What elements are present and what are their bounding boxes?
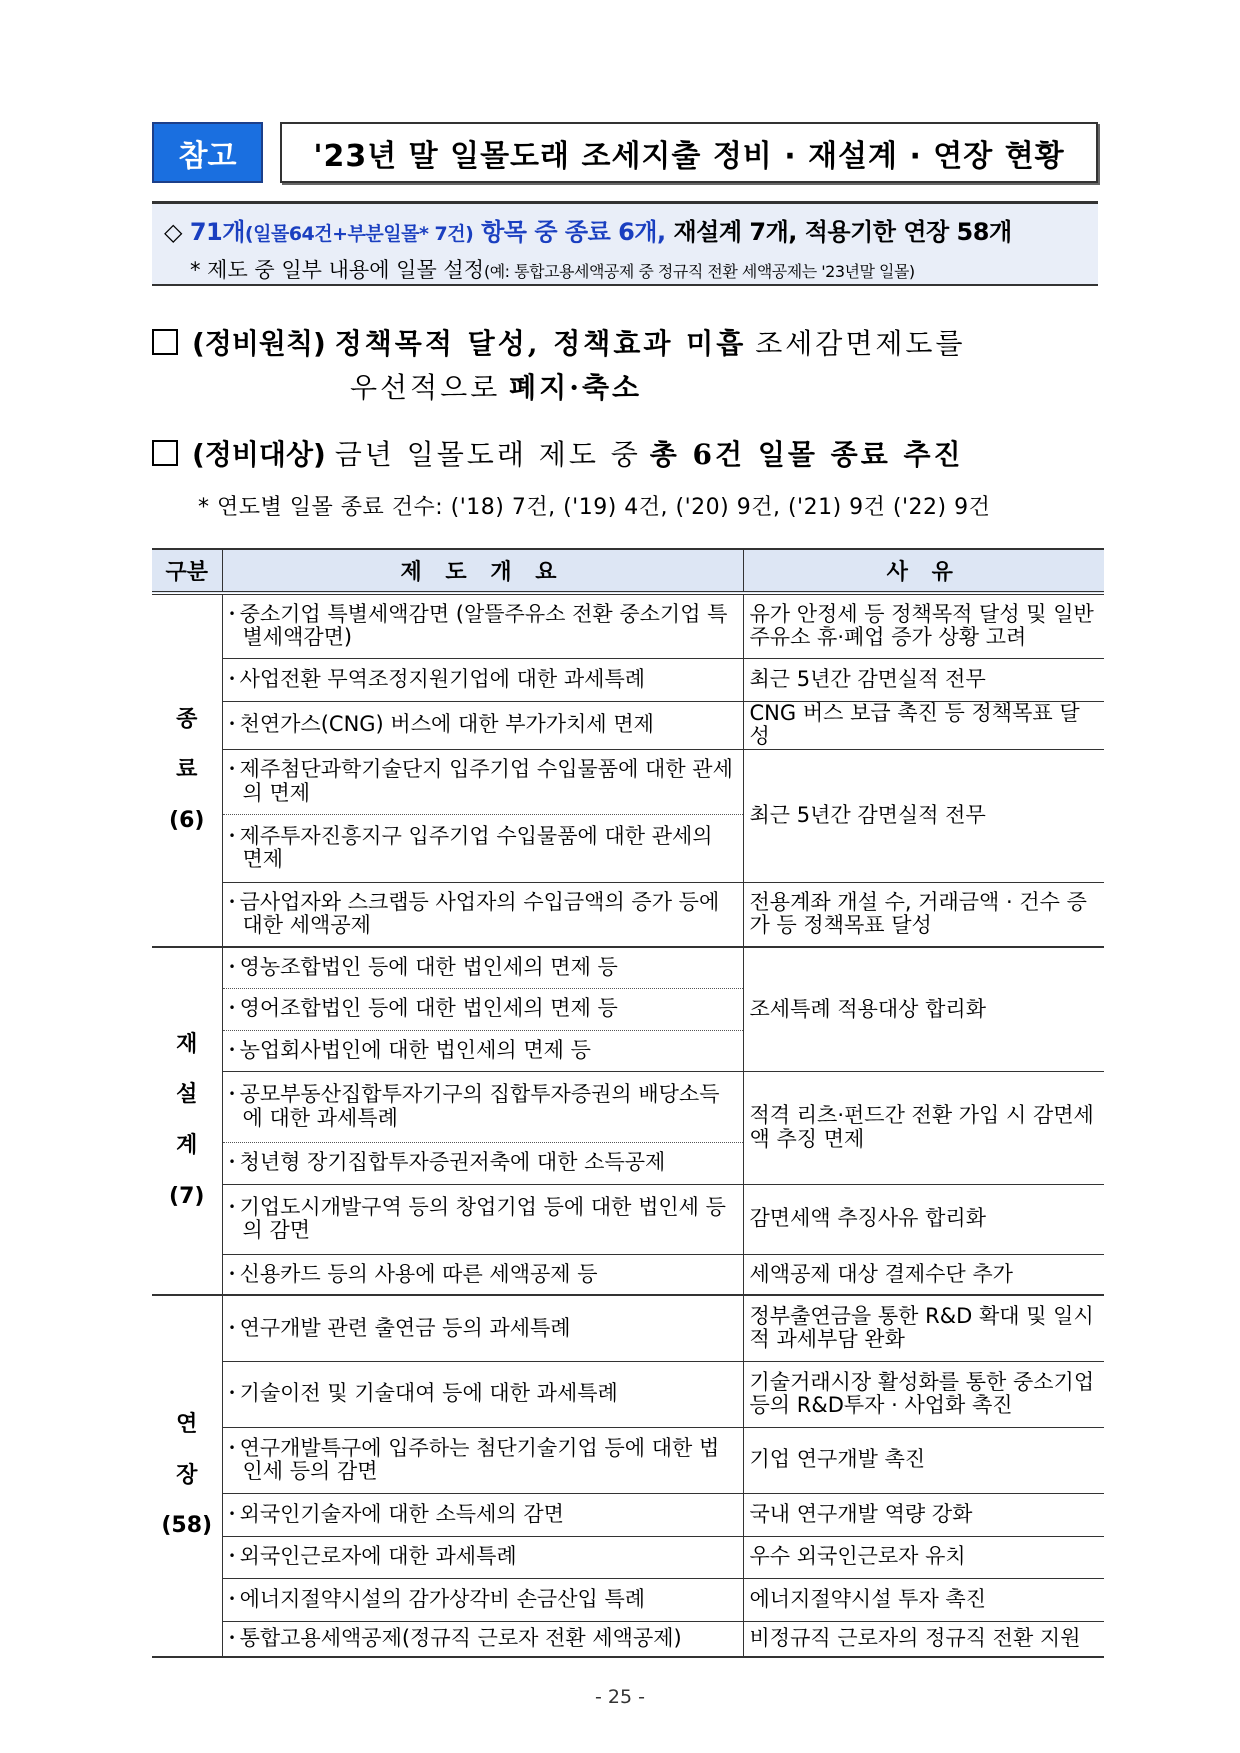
item-cell bbox=[222, 1536, 743, 1578]
item-text: 금사업자와 스크랩등 사업자의 수입금액의 증가 등에 대한 세액공제 bbox=[239, 889, 720, 938]
header-reason: 사 유 bbox=[743, 549, 1104, 593]
bullet-icon: • bbox=[228, 1266, 236, 1281]
reason-cell: 조세특례 적용대상 합리화 bbox=[743, 947, 1104, 1071]
item-text: 에너지절약시설의 감가상각비 손금산입 특례 bbox=[239, 1586, 646, 1611]
reason-cell: 기술거래시장 활성화를 통한 중소기업등의 R&D투자 · 사업화 촉진 bbox=[743, 1361, 1104, 1427]
bullet-icon: • bbox=[228, 1591, 236, 1606]
reason-cell: 최근 5년간 감면실적 전무 bbox=[743, 658, 1104, 701]
summary-line bbox=[164, 212, 1012, 247]
bullet-icon: • bbox=[228, 606, 236, 621]
bullet-icon: • bbox=[228, 894, 236, 909]
item-cell bbox=[222, 749, 743, 814]
item-cell bbox=[222, 1295, 743, 1361]
item-cell bbox=[222, 658, 743, 701]
bullet-icon: • bbox=[228, 1042, 236, 1057]
checkbox-square-icon bbox=[152, 329, 178, 355]
item-text: 통합고용세액공제(정규직 근로자 전환 세액공제) bbox=[239, 1626, 682, 1651]
table-row bbox=[152, 1578, 1104, 1621]
item-text: 연구개발특구에 입주하는 첨단기술기업 등에 대한 법인세 등의 감면 bbox=[239, 1435, 720, 1484]
category-label: (6) bbox=[169, 807, 205, 833]
reason-cell: 비정규직 근로자의 정규직 전환 지원 bbox=[743, 1621, 1104, 1657]
category-label: (58) bbox=[161, 1513, 213, 1539]
table-row bbox=[152, 1361, 1104, 1427]
summary-box bbox=[152, 201, 1098, 286]
reason-cell: 감면세액 추징사유 합리화 bbox=[743, 1184, 1104, 1254]
bullet-icon: • bbox=[228, 1087, 236, 1102]
category-label: 장 bbox=[176, 1462, 198, 1488]
item-text: 영어조합법인 등에 대한 법인세의 면제 등 bbox=[239, 996, 618, 1021]
summary-note bbox=[190, 254, 915, 284]
item-text: 기술이전 및 기술대여 등에 대한 과세특례 bbox=[239, 1381, 618, 1406]
target-bullet bbox=[152, 433, 964, 473]
sunset-table bbox=[152, 548, 1104, 1658]
item-cell bbox=[222, 701, 743, 749]
summary-terminated: 항목 중 종료 6개, bbox=[481, 218, 666, 246]
table-row bbox=[152, 1071, 1104, 1142]
table-row bbox=[152, 1493, 1104, 1536]
category-label: 연 bbox=[176, 1412, 198, 1438]
header-overview: 제 도 개 요 bbox=[222, 549, 743, 593]
bullet-icon: • bbox=[228, 1506, 236, 1521]
reference-label: 참고 bbox=[152, 122, 263, 183]
category-cell bbox=[152, 593, 222, 947]
table-row bbox=[152, 749, 1104, 814]
principle-bold: 정책목적 달성, 정책효과 미흡 bbox=[334, 327, 747, 360]
principle-label: (정비원칙) bbox=[192, 327, 326, 360]
item-cell bbox=[222, 1427, 743, 1493]
target-text: 금년 일몰도래 제도 중 bbox=[334, 438, 641, 471]
category-label: 재 bbox=[176, 1031, 198, 1057]
target-bold: 총 6건 일몰 종료 추진 bbox=[649, 438, 964, 471]
reason-cell: 전용계좌 개설 수, 거래금액 · 건수 증가 등 정책목표 달성 bbox=[743, 882, 1104, 947]
principle-bold-2: 폐지·축소 bbox=[509, 371, 643, 404]
note-text: * 제도 중 일부 내용에 일몰 설정 bbox=[190, 258, 484, 282]
table-row bbox=[152, 1184, 1104, 1254]
item-text: 신용카드 등의 사용에 따른 세액공제 등 bbox=[239, 1261, 598, 1286]
page-title: '23년 말 일몰도래 조세지출 정비 · 재설계 · 연장 현황 bbox=[280, 122, 1098, 183]
bullet-icon: • bbox=[228, 1631, 236, 1646]
reason-cell: 유가 안정세 등 정책목적 달성 및 일반주유소 휴·폐업 증가 상황 고려 bbox=[743, 593, 1104, 658]
item-cell bbox=[222, 1361, 743, 1427]
table-row bbox=[152, 1254, 1104, 1295]
reason-cell: 국내 연구개발 역량 강화 bbox=[743, 1493, 1104, 1536]
page-number: - 25 - bbox=[595, 1686, 645, 1708]
reason-cell: CNG 버스 보급 촉진 등 정책목표 달성 bbox=[743, 701, 1104, 749]
category-label: 료 bbox=[176, 757, 198, 783]
item-text: 농업회사법인에 대한 법인세의 면제 등 bbox=[239, 1037, 591, 1062]
bullet-icon: • bbox=[228, 671, 236, 686]
table-row bbox=[152, 882, 1104, 947]
item-text: 연구개발 관련 출연금 등의 과세특례 bbox=[239, 1315, 571, 1340]
reason-cell: 세액공제 대상 결제수단 추가 bbox=[743, 1254, 1104, 1295]
category-label: (7) bbox=[169, 1183, 205, 1209]
table-row bbox=[152, 947, 1104, 988]
item-cell bbox=[222, 593, 743, 658]
summary-total: 71개 bbox=[189, 218, 245, 246]
yearly-note: * 연도별 일몰 종료 건수: ('18) 7건, ('19) 4건, ('20) 9건, ('21) 9건 ('22) 9건 bbox=[198, 495, 991, 520]
bullet-icon: • bbox=[228, 717, 236, 732]
reason-cell: 기업 연구개발 촉진 bbox=[743, 1427, 1104, 1493]
item-cell bbox=[222, 988, 743, 1030]
table-row bbox=[152, 1295, 1104, 1361]
principle-text-2: 우선적으로 bbox=[350, 371, 501, 404]
item-text: 제주첨단과학기술단지 입주기업 수입물품에 대한 관세의 면제 bbox=[239, 757, 733, 805]
diamond-icon: ◇ bbox=[164, 218, 182, 246]
summary-breakdown: (일몰64건+부분일몰* 7건) bbox=[244, 223, 474, 245]
item-cell bbox=[222, 1621, 743, 1657]
principle-text: 조세감면제도를 bbox=[755, 327, 966, 360]
item-cell bbox=[222, 1254, 743, 1295]
header-category: 구분 bbox=[152, 549, 222, 593]
bullet-icon: • bbox=[228, 1386, 236, 1401]
table-row bbox=[152, 701, 1104, 749]
checkbox-square-icon bbox=[152, 440, 178, 466]
note-example: (예: 통합고용세액공제 중 정규직 전환 세액공제는 '23년말 일몰) bbox=[483, 262, 915, 281]
reason-cell: 에너지절약시설 투자 촉진 bbox=[743, 1578, 1104, 1621]
item-cell bbox=[222, 1184, 743, 1254]
bullet-icon: • bbox=[228, 1549, 236, 1564]
target-label: (정비대상) bbox=[192, 438, 326, 471]
item-text: 외국인근로자에 대한 과세특례 bbox=[239, 1544, 517, 1569]
item-text: 공모부동산집합투자기구의 집합투자증권의 배당소득에 대한 과세특례 bbox=[239, 1082, 720, 1130]
reason-cell: 최근 5년간 감면실적 전무 bbox=[743, 749, 1104, 882]
category-cell bbox=[152, 947, 222, 1295]
item-cell bbox=[222, 1071, 743, 1142]
item-text: 천연가스(CNG) 버스에 대한 부가가치세 면제 bbox=[239, 712, 654, 737]
bullet-icon: • bbox=[228, 1155, 236, 1170]
principle-bullet-line2 bbox=[350, 366, 642, 406]
item-text: 기업도시개발구역 등의 창업기업 등에 대한 법인세 등의 감면 bbox=[239, 1194, 726, 1243]
item-text: 중소기업 특별세액감면 (알뜰주유소 전환 중소기업 특별세액감면) bbox=[239, 601, 728, 650]
item-cell bbox=[222, 1030, 743, 1071]
bullet-icon: • bbox=[228, 1001, 236, 1016]
bullet-icon: • bbox=[228, 960, 236, 975]
table-row bbox=[152, 1427, 1104, 1493]
table-row bbox=[152, 1536, 1104, 1578]
item-cell bbox=[222, 882, 743, 947]
category-label: 설 bbox=[176, 1082, 198, 1108]
category-cell bbox=[152, 1295, 222, 1657]
bullet-icon: • bbox=[228, 762, 236, 777]
bullet-icon: • bbox=[228, 1320, 236, 1335]
bullet-icon: • bbox=[228, 1440, 236, 1455]
table-row bbox=[152, 593, 1104, 658]
item-cell bbox=[222, 814, 743, 882]
item-text: 영농조합법인 등에 대한 법인세의 면제 등 bbox=[239, 955, 618, 980]
principle-bullet bbox=[152, 322, 966, 362]
item-cell bbox=[222, 947, 743, 988]
category-label: 계 bbox=[176, 1133, 198, 1159]
reason-cell: 정부출연금을 통한 R&D 확대 및 일시적 과세부담 완화 bbox=[743, 1295, 1104, 1361]
table-row bbox=[152, 1621, 1104, 1657]
bullet-icon: • bbox=[228, 828, 236, 843]
item-cell bbox=[222, 1493, 743, 1536]
reason-cell: 적격 리츠·펀드간 전환 가입 시 감면세액 추징 면제 bbox=[743, 1071, 1104, 1184]
item-text: 사업전환 무역조정지원기업에 대한 과세특례 bbox=[239, 666, 646, 691]
reason-cell: 우수 외국인근로자 유치 bbox=[743, 1536, 1104, 1578]
summary-redesign-extend: 재설계 7개, 적용기한 연장 58개 bbox=[673, 218, 1012, 246]
bullet-icon: • bbox=[228, 1199, 236, 1214]
item-text: 제주투자진흥지구 입주기업 수입물품에 대한 관세의 면제 bbox=[239, 823, 713, 872]
item-cell bbox=[222, 1578, 743, 1621]
item-text: 청년형 장기집합투자증권저축에 대한 소득공제 bbox=[239, 1150, 666, 1175]
category-label: 종 bbox=[176, 706, 198, 732]
item-cell bbox=[222, 1142, 743, 1184]
table-row bbox=[152, 658, 1104, 701]
item-text: 외국인기술자에 대한 소득세의 감면 bbox=[239, 1501, 564, 1526]
